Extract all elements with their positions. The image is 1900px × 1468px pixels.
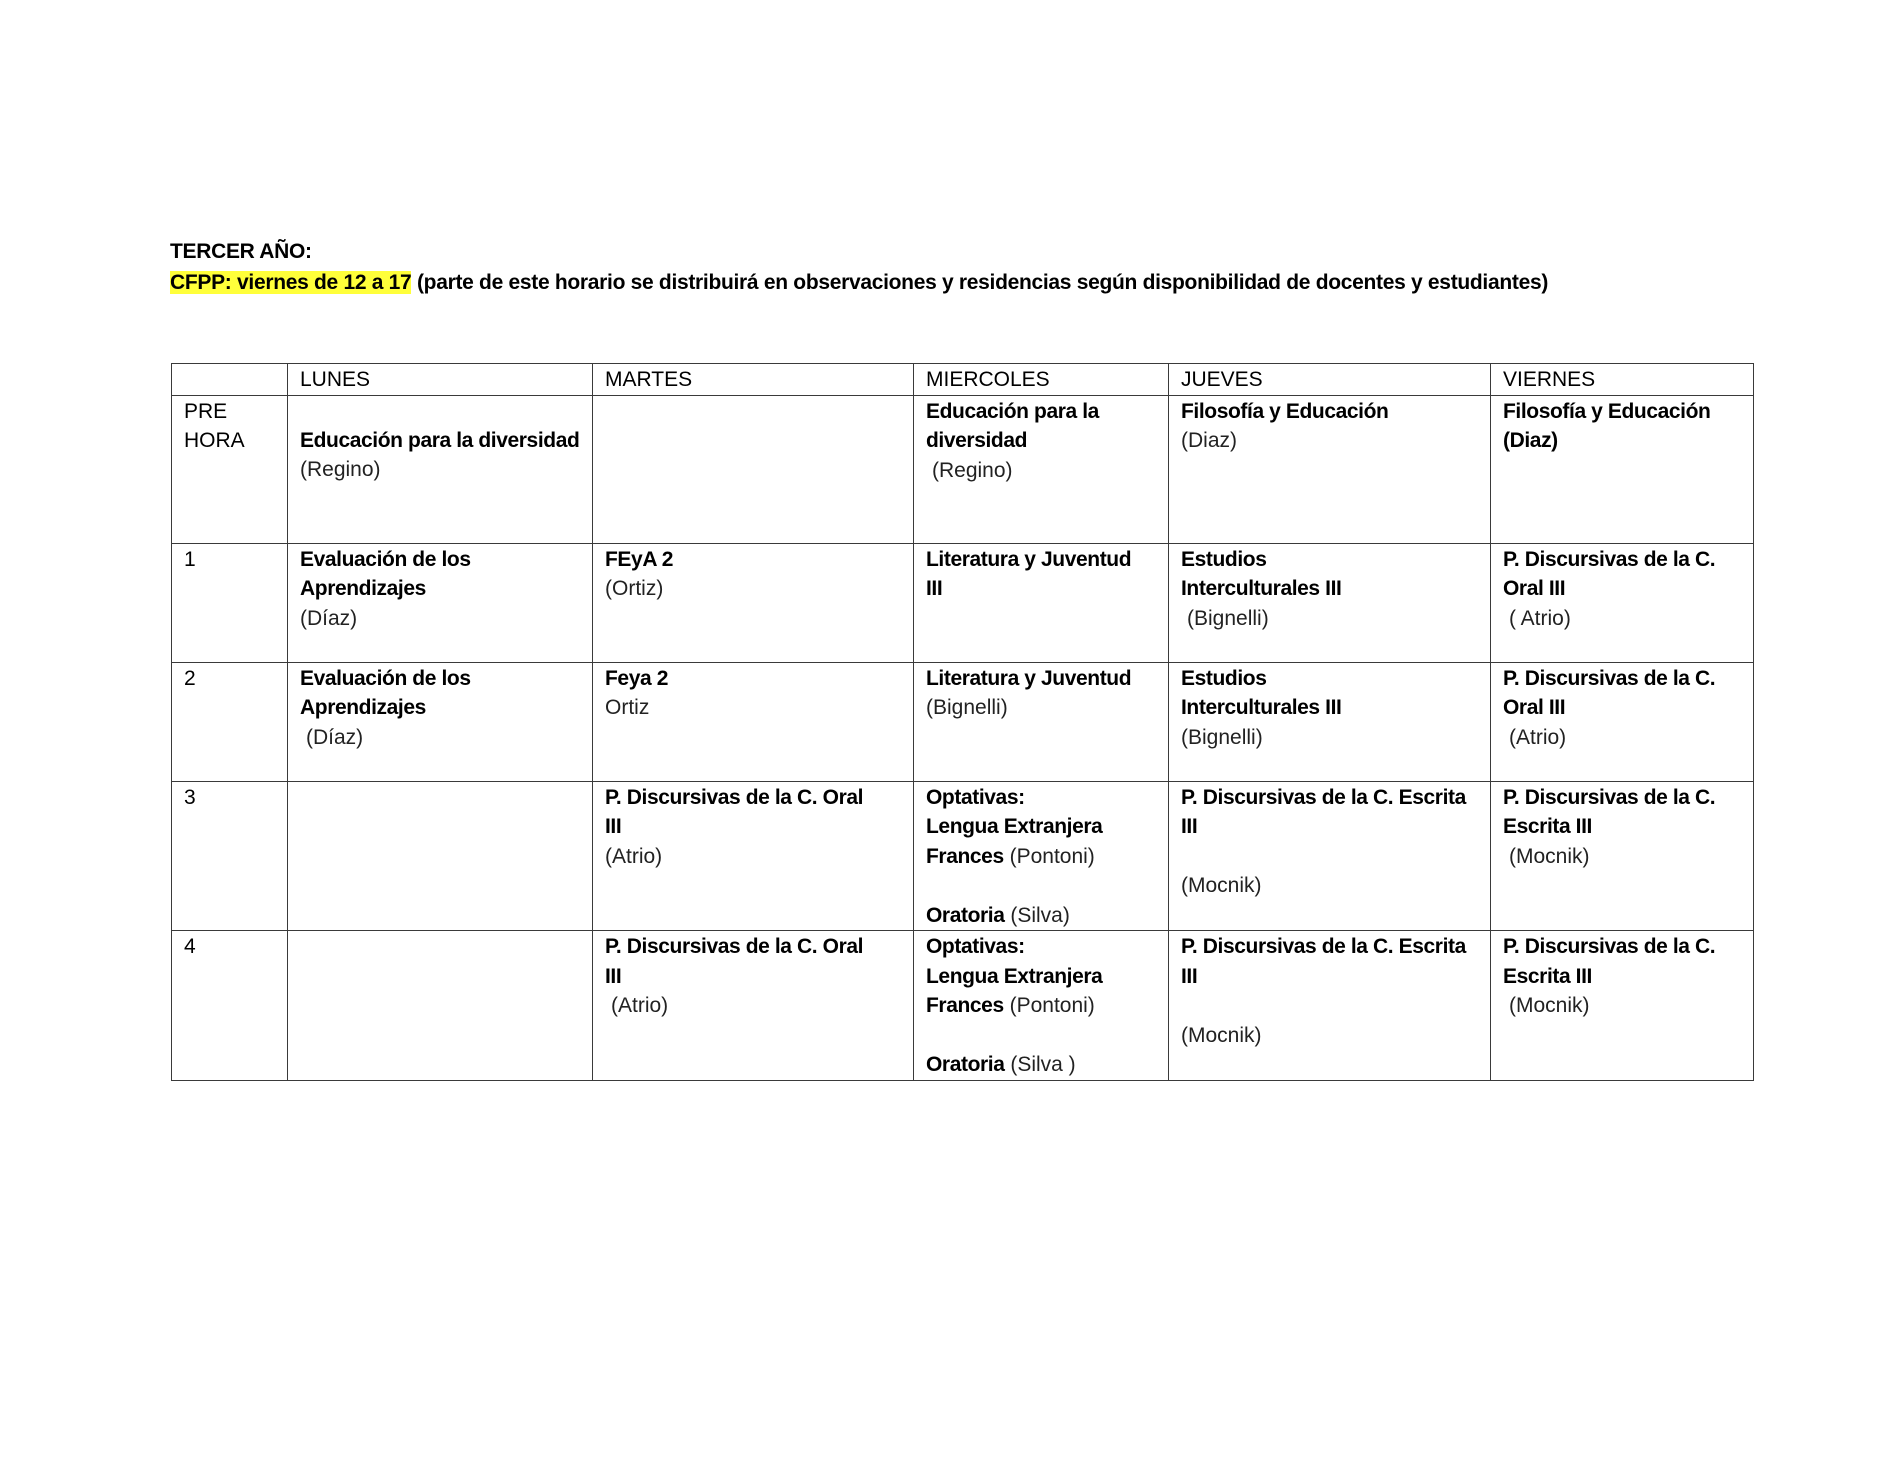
subject: diversidad xyxy=(926,429,1028,452)
subject: P. Discursivas de la C. xyxy=(1503,547,1716,571)
subject: Evaluación de los xyxy=(300,547,471,571)
subject: Aprendizajes xyxy=(300,577,426,600)
subject: III xyxy=(605,964,622,988)
schedule-table xyxy=(171,363,1754,1081)
cell-1-viernes xyxy=(1491,543,1754,662)
teacher: (Bignelli) xyxy=(1187,606,1269,630)
subject: Escrita III xyxy=(1503,815,1592,838)
cell-2-martes xyxy=(593,662,914,781)
teacher: (Silva ) xyxy=(1004,1053,1076,1076)
cfpp-line xyxy=(170,267,1548,298)
cell-2-lunes xyxy=(288,662,593,781)
subject: Frances xyxy=(926,844,1004,868)
cell-3-lunes xyxy=(288,781,593,931)
cell-pre-miercoles xyxy=(914,395,1169,543)
year-title: TERCER AÑO: xyxy=(170,240,312,263)
subject: III xyxy=(1181,964,1198,988)
teacher: (Regino) xyxy=(300,458,381,481)
teacher: (Atrio) xyxy=(1509,725,1567,749)
optativas-title: Optativas: xyxy=(926,785,1025,809)
teacher: (Regino) xyxy=(932,458,1013,482)
row-label xyxy=(172,395,288,543)
row-label: 2 xyxy=(172,662,288,781)
cfpp-note: (parte de este horario se distribuirá en observaciones y residencias según disponibilidad de docentes y estudiantes) xyxy=(411,271,1549,294)
cell-pre-viernes xyxy=(1491,395,1754,543)
cell-pre-martes xyxy=(593,395,914,543)
table-row-1 xyxy=(172,543,1754,662)
subject: Aprendizajes xyxy=(300,696,426,719)
subject: Evaluación de los xyxy=(300,666,471,690)
teacher: (Ortiz) xyxy=(605,577,664,600)
subject: III xyxy=(1181,815,1198,838)
teacher: ( Atrio) xyxy=(1509,606,1571,630)
cell-4-jueves xyxy=(1169,931,1491,1081)
cell-2-viernes xyxy=(1491,662,1754,781)
subject: Literatura y Juventud xyxy=(926,547,1132,571)
subject: Interculturales III xyxy=(1181,696,1342,719)
subject: Oral III xyxy=(1503,577,1566,600)
subject: Interculturales III xyxy=(1181,577,1342,600)
subject: Oratoria xyxy=(926,903,1005,927)
teacher: (Pontoni) xyxy=(1003,844,1095,868)
cfpp-highlight: CFPP: viernes de 12 a 17 xyxy=(170,271,412,294)
teacher: (Díaz) xyxy=(306,725,364,749)
row-label-line: PRE xyxy=(184,399,228,423)
teacher: (Mocnik) xyxy=(1181,1023,1262,1047)
header-cell-martes: MARTES xyxy=(593,364,914,396)
header-cell-lunes: LUNES xyxy=(288,364,593,396)
teacher: (Diaz) xyxy=(1181,429,1237,452)
header-cell-empty xyxy=(172,364,288,396)
subject: Filosofía y Educación xyxy=(1503,399,1711,423)
row-label: 3 xyxy=(172,781,288,931)
subject: Estudios xyxy=(1181,547,1267,571)
teacher: (Diaz) xyxy=(1503,429,1558,452)
table-row-prehora xyxy=(172,395,1754,543)
teacher: (Pontoni) xyxy=(1003,994,1095,1017)
subject: P. Discursivas de la C. Oral xyxy=(605,785,864,809)
header-cell-viernes: VIERNES xyxy=(1491,364,1754,396)
cell-3-jueves xyxy=(1169,781,1491,931)
subject: Escrita III xyxy=(1503,964,1592,988)
subject: Oratoria xyxy=(926,1053,1005,1076)
subject: FEyA 2 xyxy=(605,547,674,571)
cell-3-martes xyxy=(593,781,914,931)
subject: Educación para la xyxy=(926,399,1099,423)
teacher: (Mocnik) xyxy=(1181,874,1262,897)
subject: Feya 2 xyxy=(605,666,668,690)
subject: P. Discursivas de la C. Escrita xyxy=(1181,935,1466,958)
cell-4-viernes xyxy=(1491,931,1754,1081)
cell-pre-jueves xyxy=(1169,395,1491,543)
cell-4-lunes xyxy=(288,931,593,1081)
cell-4-miercoles xyxy=(914,931,1169,1081)
subject: Lengua Extranjera xyxy=(926,815,1103,838)
teacher: (Bignelli) xyxy=(1181,725,1263,749)
subject: P. Discursivas de la C. Escrita xyxy=(1181,785,1466,809)
cell-1-martes xyxy=(593,543,914,662)
header-cell-jueves: JUEVES xyxy=(1169,364,1491,396)
subject: Estudios xyxy=(1181,666,1267,690)
teacher: Ortiz xyxy=(605,696,650,719)
teacher: (Díaz) xyxy=(300,606,358,630)
page-heading xyxy=(170,236,1548,298)
cell-1-jueves xyxy=(1169,543,1491,662)
subject: III xyxy=(926,577,943,600)
table-row-3 xyxy=(172,781,1754,931)
subject: Frances xyxy=(926,994,1004,1017)
table-row-4 xyxy=(172,931,1754,1081)
header-row xyxy=(172,364,1754,396)
teacher: (Atrio) xyxy=(611,994,669,1017)
table-row-2 xyxy=(172,662,1754,781)
cell-3-miercoles xyxy=(914,781,1169,931)
cell-1-miercoles xyxy=(914,543,1169,662)
row-label: 4 xyxy=(172,931,288,1081)
row-label: 1 xyxy=(172,543,288,662)
subject: Lengua Extranjera xyxy=(926,964,1103,988)
subject: Educación para la diversidad xyxy=(300,428,580,452)
header-cell-miercoles: MIERCOLES xyxy=(914,364,1169,396)
optativas-title: Optativas: xyxy=(926,935,1025,958)
subject: P. Discursivas de la C. xyxy=(1503,785,1716,809)
subject: P. Discursivas de la C. xyxy=(1503,666,1716,690)
cell-4-martes xyxy=(593,931,914,1081)
subject: P. Discursivas de la C. Oral xyxy=(605,935,864,958)
cell-2-miercoles xyxy=(914,662,1169,781)
row-label-line: HORA xyxy=(184,429,245,452)
teacher: (Mocnik) xyxy=(1509,844,1590,868)
cell-pre-lunes xyxy=(288,395,593,543)
cell-1-lunes xyxy=(288,543,593,662)
cell-3-viernes xyxy=(1491,781,1754,931)
cell-2-jueves xyxy=(1169,662,1491,781)
teacher: (Silva) xyxy=(1004,903,1070,927)
subject: Oral III xyxy=(1503,696,1566,719)
subject: III xyxy=(605,815,622,838)
teacher: (Mocnik) xyxy=(1509,994,1590,1017)
teacher: (Bignelli) xyxy=(926,696,1008,719)
subject: P. Discursivas de la C. xyxy=(1503,935,1716,958)
teacher: (Atrio) xyxy=(605,844,663,868)
subject: Literatura y Juventud xyxy=(926,666,1132,690)
subject: Filosofía y Educación xyxy=(1181,399,1389,423)
